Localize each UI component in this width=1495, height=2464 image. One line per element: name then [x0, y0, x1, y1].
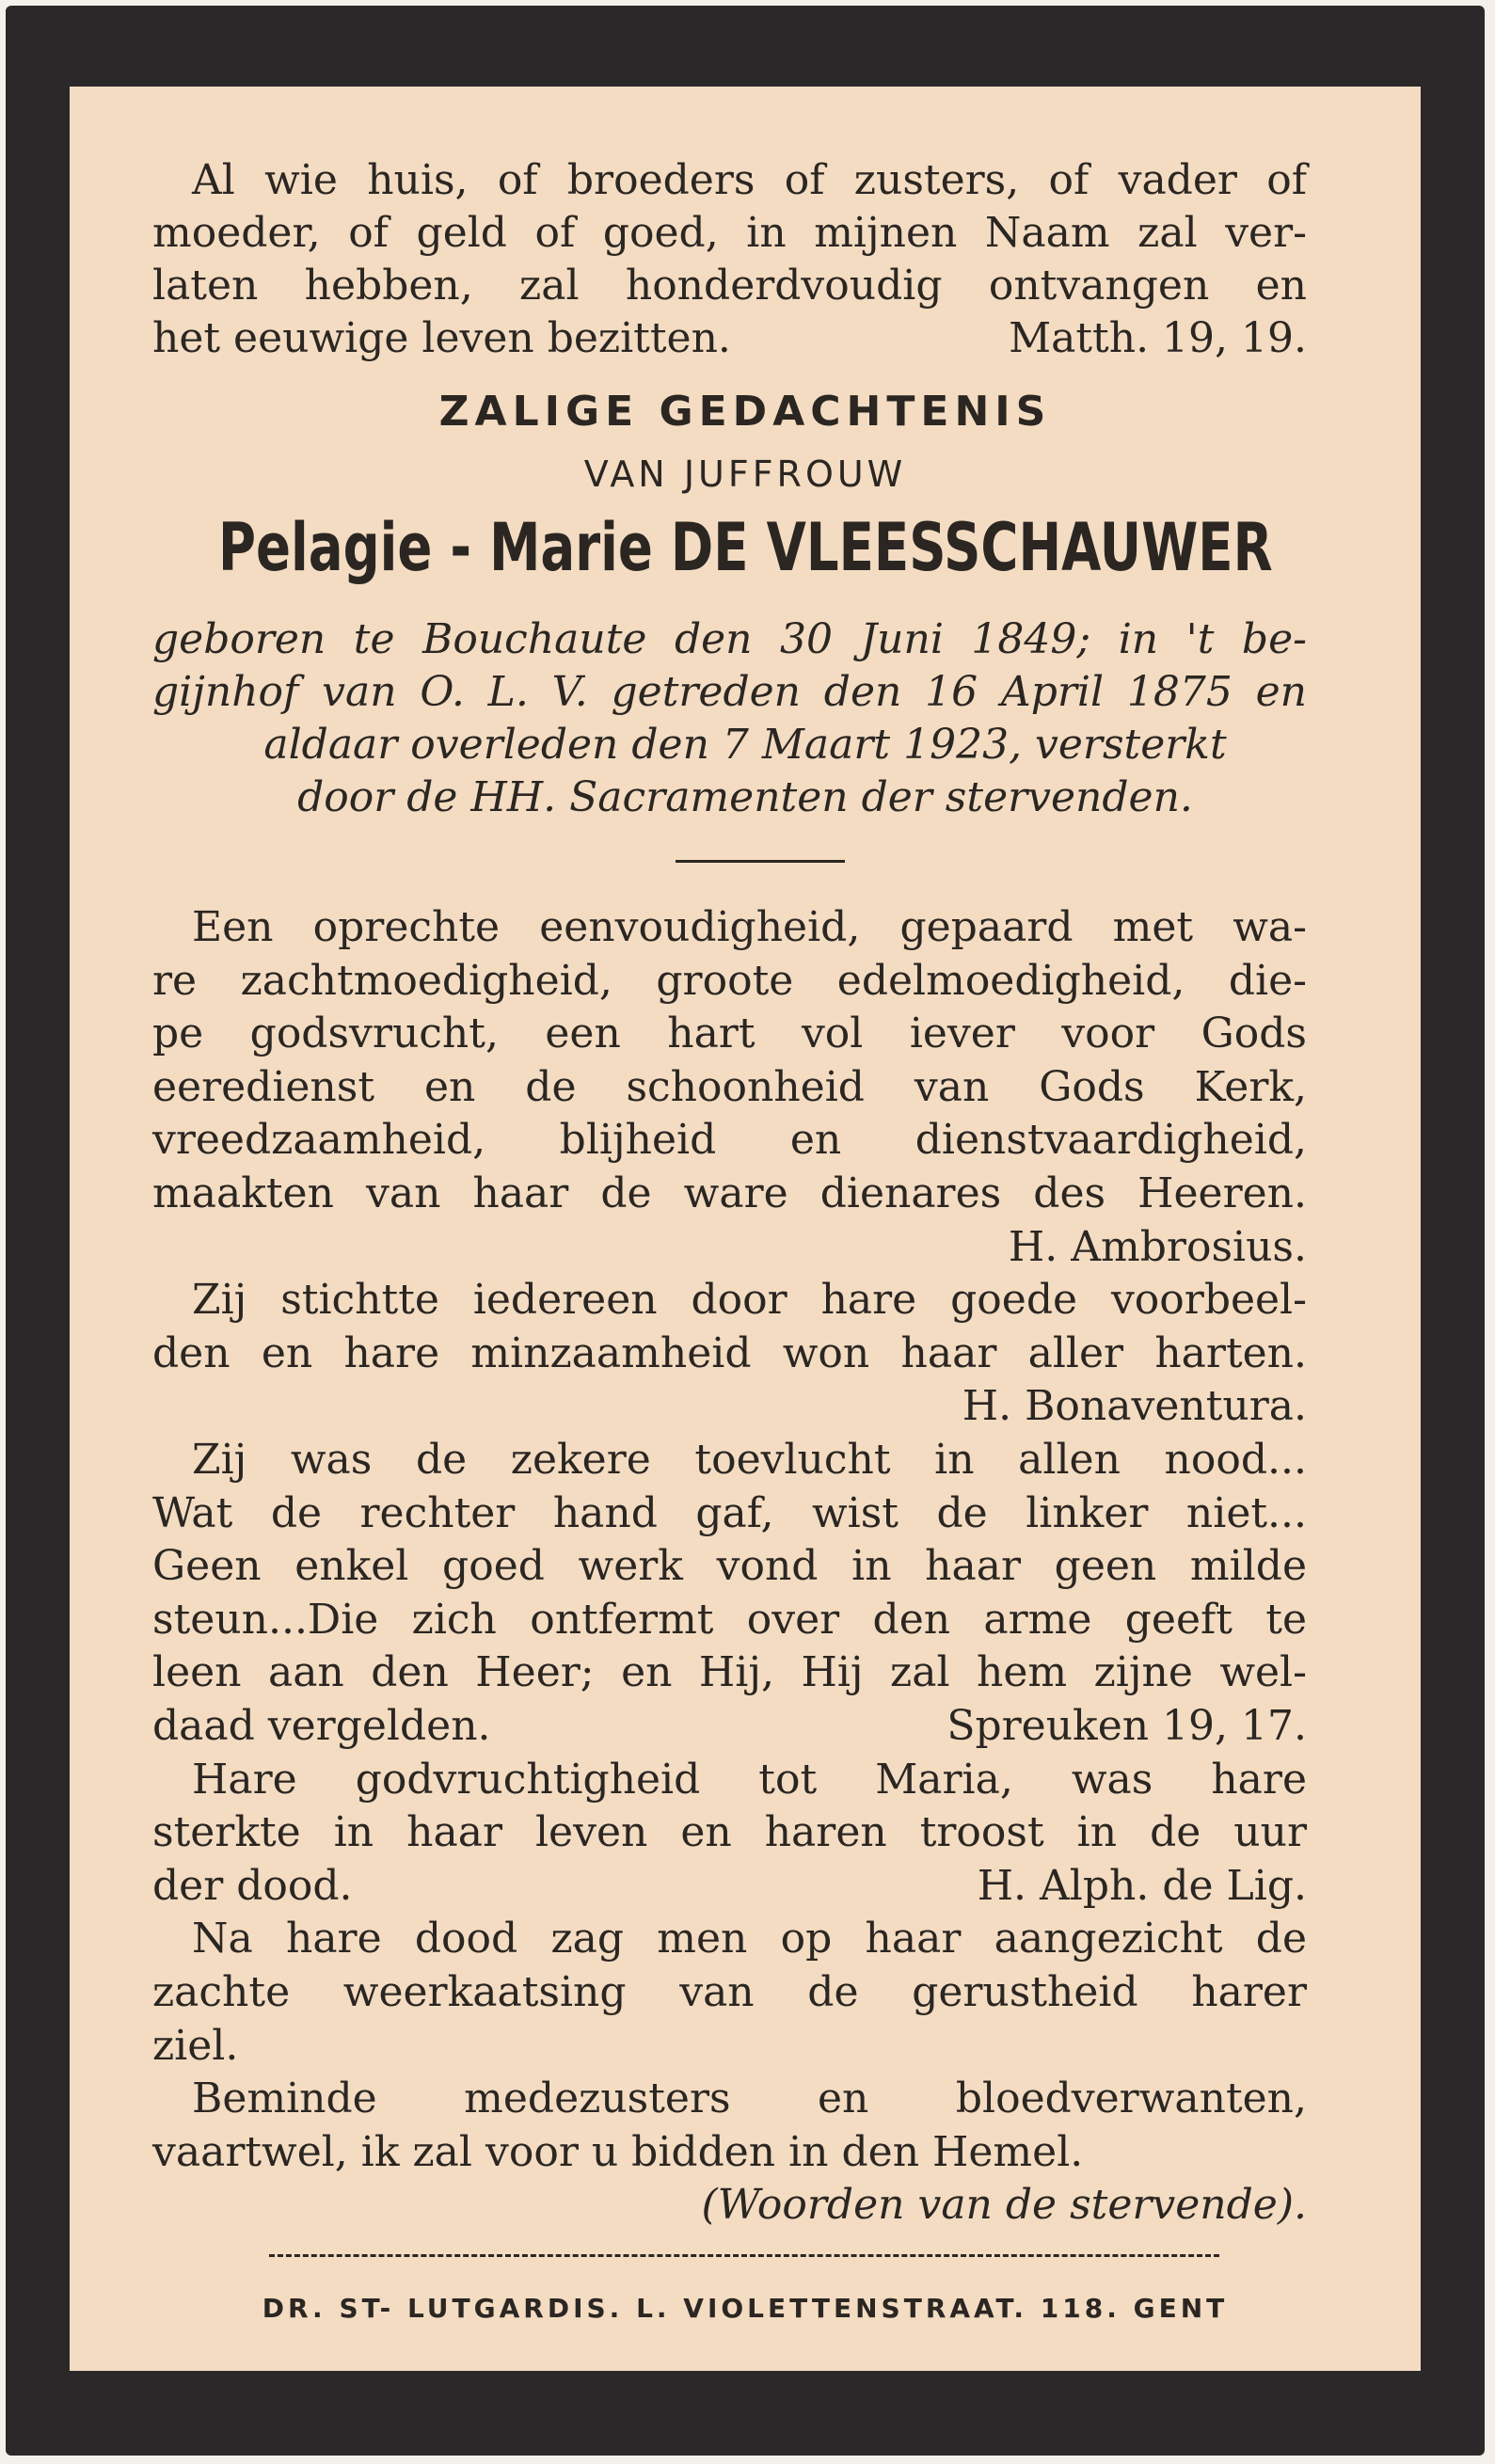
body-line: maakten van haar de ware dienares des Heeren.: [152, 1169, 1307, 1217]
body-line: Beminde medezusters en bloedverwanten,: [192, 2075, 1307, 2122]
verse-line: Al wie huis, of broeders of zusters, of vader of: [192, 156, 1307, 204]
body-line: vreedzaamheid, blijheid en dienstvaardigheid,: [152, 1116, 1307, 1164]
divider-rule: [676, 860, 845, 863]
body-line: Geen enkel goed werk vond in haar geen milde: [152, 1542, 1307, 1590]
body-line: Wat de rechter hand gaf, wist de linker niet...: [152, 1489, 1307, 1537]
body-line: Na hare dood zag men op haar aangezicht de: [192, 1915, 1307, 1963]
body-line: sterkte in haar leven en haren troost in de uur: [152, 1808, 1307, 1856]
body-line: ziel.: [152, 2022, 239, 2070]
body-line: eeredienst en de schoonheid van Gods Kerk,: [152, 1063, 1307, 1111]
subheading: VAN JUFFROUW: [583, 453, 907, 495]
body-line: (Woorden van de stervende).: [701, 2181, 1307, 2229]
printer-imprint: DR. ST- LUTGARDIS. L. VIOLETTENSTRAAT. 118. GENT: [262, 2293, 1229, 2324]
footer-divider: [269, 2254, 1219, 2257]
verse-line: moeder, of geld of goed, in mijnen Naam zal ver-: [152, 209, 1307, 257]
bio-line: geboren te Bouchaute den 30 Juni 1849; in 't be-: [152, 615, 1307, 663]
body-line: der dood.: [152, 1862, 353, 1910]
verse-reference: Matth. 19, 19.: [1009, 314, 1307, 362]
heading: ZALIGE GEDACHTENIS: [438, 388, 1052, 436]
bio-line: door de HH. Sacramenten der stervenden.: [297, 773, 1193, 821]
bio-line: gijnhof van O. L. V. getreden den 16 April 1875 en: [152, 668, 1307, 716]
verse-line: het eeuwige leven bezitten.: [152, 314, 731, 362]
body-line: pe godsvrucht, een hart vol iever voor Gods: [152, 1009, 1307, 1057]
citation: Spreuken 19, 17.: [946, 1702, 1307, 1750]
body-line: H. Bonaventura.: [962, 1382, 1307, 1430]
card-paper: [70, 87, 1421, 2371]
body-line: daad vergelden.: [152, 1702, 491, 1750]
body-line: zachte weerkaatsing van de gerustheid harer: [152, 1968, 1307, 2016]
body-line: re zachtmoedigheid, groote edelmoedigheid, die-: [152, 957, 1307, 1005]
verse-line: laten hebben, zal honderdvoudig ontvangen en: [152, 262, 1307, 310]
body-line: leen aan den Heer; en Hij, Hij zal hem zijne wel-: [152, 1648, 1307, 1696]
body-line: steun...Die zich ontfermt over den arme geeft te: [152, 1596, 1307, 1644]
body-line: Een oprechte eenvoudigheid, gepaard met wa-: [192, 903, 1307, 951]
bio-line: aldaar overleden den 7 Maart 1923, versterkt: [263, 721, 1227, 769]
body-line: H. Ambrosius.: [1008, 1223, 1307, 1271]
body-line: Zij was de zekere toevlucht in allen nood...: [192, 1436, 1307, 1484]
deceased-name: Pelagie - Marie DE VLEESSCHAUWER: [217, 509, 1273, 586]
body-line: Hare godvruchtigheid tot Maria, was hare: [192, 1756, 1307, 1804]
body-line: Zij stichtte iedereen door hare goede voorbeel-: [192, 1276, 1307, 1324]
body-line: vaartwel, ik zal voor u bidden in den Hemel.: [152, 2128, 1084, 2176]
body-line: den en hare minzaamheid won haar aller harten.: [152, 1329, 1307, 1377]
memorial-card: [6, 6, 1485, 2456]
citation: H. Alph. de Lig.: [977, 1862, 1307, 1910]
